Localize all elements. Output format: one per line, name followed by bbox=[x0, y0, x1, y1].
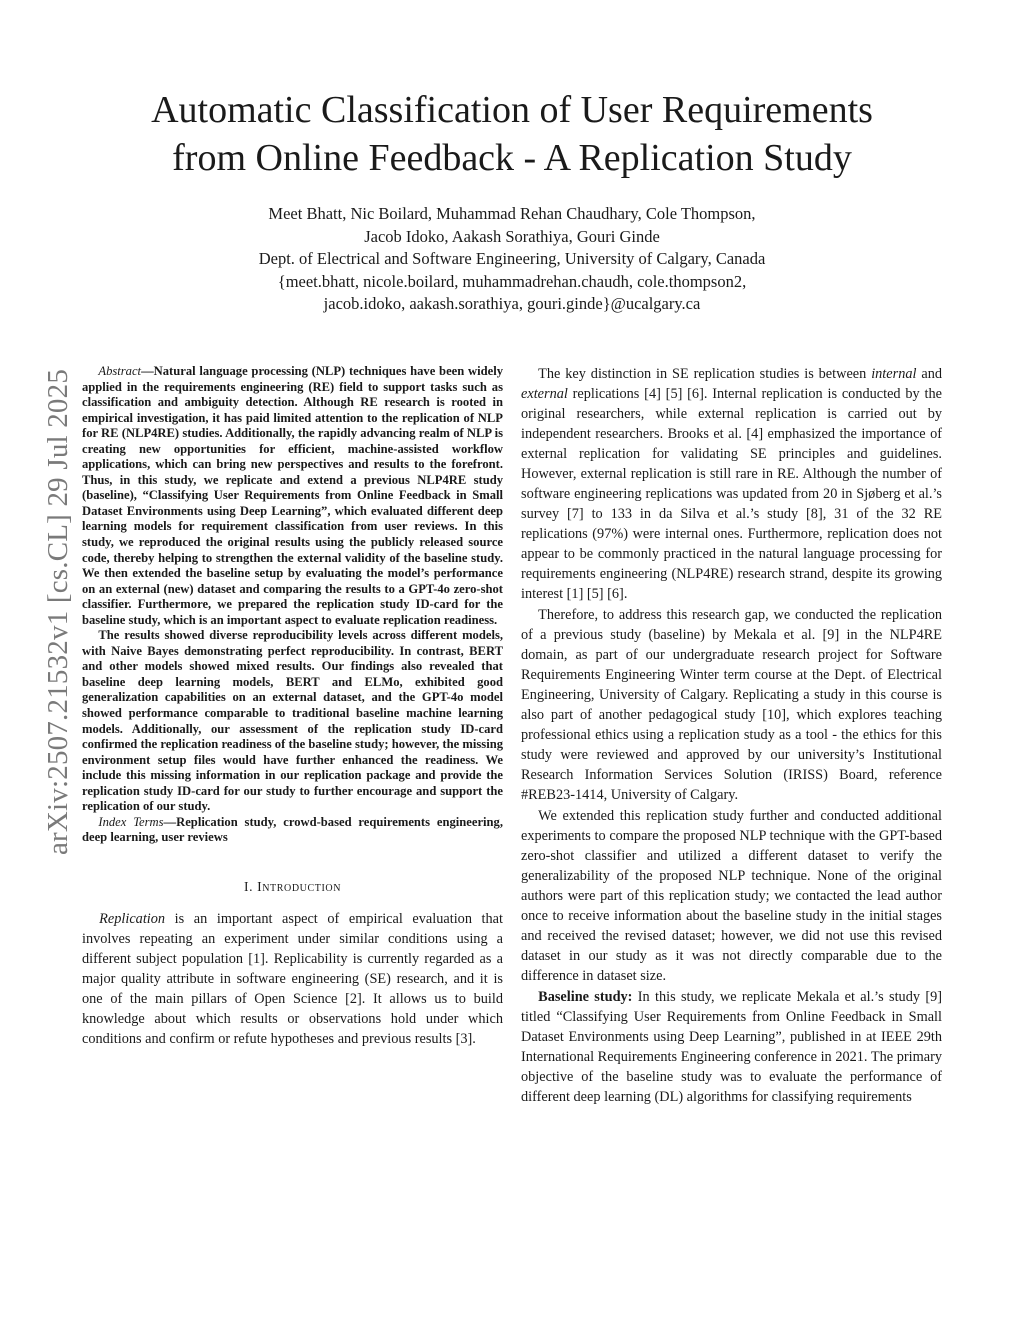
emails-line-1: {meet.bhatt, nicole.boilard, muhammadrehan.chaudh, cole.thompson2, bbox=[277, 271, 747, 291]
intro-paragraph-2 bbox=[521, 364, 942, 604]
intro-p5-text: In this study, we replicate Mekala et al.’s study [9] titled “Classifying User Requirements from Online Feedback in Small Dataset Environments using Deep Learning”, published in at IEEE 29th International Requirements Engineering conference in 2021. The primary objective of the baseline study was to evaluate the performance of different deep learning (DL) algorithms for classifying requirements bbox=[521, 989, 942, 1105]
baseline-study-lead: Baseline study: bbox=[538, 989, 633, 1005]
section-heading-introduction: I. Introduction bbox=[243, 878, 342, 894]
abstract-label: Abstract bbox=[98, 364, 142, 378]
intro-p2-em-external: external bbox=[521, 386, 568, 402]
paper-title bbox=[90, 86, 934, 182]
intro-paragraph-5 bbox=[521, 987, 942, 1107]
intro-paragraph-3: Therefore, to address this research gap, we conducted the replication of a previous study (baseline) by Mekala et al. [9] in the NLP4RE domain, as part of our undergraduate research project for Software Requirements Engineering Winter term course at the Dept. of Electrical Engineering, University of Calgary. Replicating a study in this course is also part of another pedagogical study [10], which explores teaching professional ethics using a replication study as a tool - the ethics for this study were reviewed and approved by our university’s Institutional Research Information Services Solution (IRISS) Board, reference #REB23-1414, University of Calgary. bbox=[521, 607, 942, 803]
abstract-dash: — bbox=[141, 364, 154, 378]
intro-p1-text: is an important aspect of empirical evaluation that involves repeating an experiment under similar conditions using a different subject population [1]. Replicability is currently regarded as a major quality attribute in software engineering (SE) research, and it is one of the main pillars of Open Science [2]. It allows us to build knowledge about which results or observations hold under which conditions and confirm or refute hypotheses and previous results [3]. bbox=[82, 910, 503, 1047]
index-terms bbox=[82, 815, 503, 846]
intro-paragraph-1 bbox=[82, 909, 503, 1049]
index-terms-dash: — bbox=[163, 814, 177, 829]
intro-p2-em-internal: internal bbox=[871, 366, 917, 382]
intro-p2-text-b: and bbox=[916, 366, 942, 382]
abstract-text-1: Natural language processing (NLP) techniques have been widely applied in the requirements engineering (RE) field to support tasks such as classification and ambiguity detection. Although RE research is rooted in empirical investigation, it has paid limited attention to the replication of NLP for RE (NLP4RE) studies. Additionally, the rapidly advancing realm of NLP is creating new opportunities for efficient, machine-assisted workflow applications, which can bring new perspectives and results to the forefront. Thus, in this study, we replicate and extend a previous NLP4RE study (baseline), “Classifying User Requirements from Online Feedback in Small Dataset Environments using Deep Learning”, which evaluated different deep learning models for requirement classification from user reviews. In this study, we reproduced the original results using the publicly released source code, thereby helping to strengthen the external validity of the baseline study. We then extended the baseline setup by evaluating the model’s performance on an external (new) dataset and comparing the results to a GPT-4o zero-shot classifier. Furthermore, we prepared the replication study ID-card for the baseline study, which is an important aspect to evaluate replication readiness. bbox=[82, 364, 503, 627]
authors-line-2: Jacob Idoko, Aakash Sorathiya, Gouri Ginde bbox=[364, 226, 660, 246]
index-terms-label: Index Terms bbox=[98, 814, 164, 829]
title-line-1: Automatic Classification of User Requirements bbox=[151, 89, 873, 131]
intro-p1-emphasis: Replication bbox=[99, 910, 166, 927]
title-line-2: from Online Feedback - A Replication Study bbox=[172, 137, 852, 179]
intro-p2-text-c: replications [4] [5] [6]. Internal replication is conducted by the original researchers, while external replication is carried out by independent researchers. Brooks et al. [4] emphasized the importance of external replication for validating SE principles and guidelines. However, external replication is still rare in RE. Although the number of software engineering replications was updated from 20 in Sjøberg et al.’s survey [7] to 133 in da Silva et al.’s study [8], 31 of the 32 RE replications (97%) were internal ones. Furthermore, replication does not appear to be commonly practiced in the natural language processing for requirements engineering (NLP4RE) research strand, despite its growing interest [1] [5] [6]. bbox=[521, 386, 942, 602]
right-column bbox=[521, 364, 942, 1107]
intro-paragraph-4: We extended this replication study further and conducted additional experiments to compare the proposed NLP technique with the GPT-based zero-shot classifier and utilized a different dataset to verify the generalizability of the proposed NLP technique. None of the original authors were part of this replication study; we contacted the lead author once to receive information about the baseline study in the initial stages and received the revised dataset; however, we did not use this revised dataset in our study as it was not directly comparable due to the difference in dataset size. bbox=[521, 808, 942, 984]
abstract-paragraph-1 bbox=[82, 364, 503, 628]
authors-line-1: Meet Bhatt, Nic Boilard, Muhammad Rehan Chaudhary, Cole Thompson, bbox=[268, 204, 756, 223]
arxiv-watermark: arXiv:2507.21532v1 [cs.CL] 29 Jul 2025 bbox=[42, 368, 74, 856]
index-terms-text: Replication study, crowd-based requirements engineering, deep learning, user reviews bbox=[82, 814, 503, 845]
emails-line-2: jacob.idoko, aakash.sorathiya, gouri.ginde}@ucalgary.ca bbox=[323, 294, 701, 313]
intro-p2-text-a: The key distinction in SE replication studies is between bbox=[538, 366, 872, 382]
left-column bbox=[82, 364, 503, 1049]
affiliation: Dept. of Electrical and Software Engineering, University of Calgary, Canada bbox=[258, 249, 766, 268]
author-block bbox=[120, 203, 904, 316]
abstract-paragraph-2: The results showed diverse reproducibility levels across different models, with Naive Bayes demonstrating perfect reproducibility. In contrast, BERT and other models showed mixed results. Our findings also revealed that baseline deep learning models, BERT and ELMo, exhibited good generalization capabilities on an external dataset, and the GPT-4o model showed performance comparable to traditional baseline machine learning models. Additionally, our assessment of the replication study ID-card confirmed the replication readiness of the baseline study; however, the missing environment setup files would have further enhanced the readiness. We include this missing information in our replication package and provide the replication study ID-card for our study to further encourage and support the replication of our study. bbox=[82, 628, 503, 814]
